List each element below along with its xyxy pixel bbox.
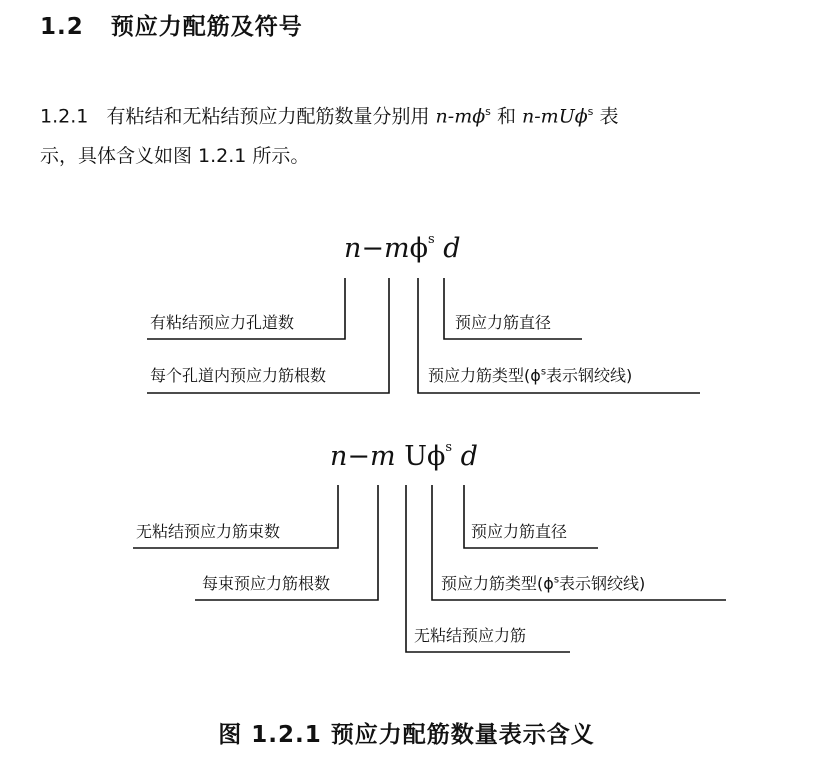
formula-unbonded-sup: s [587, 105, 594, 118]
formula-top-s: s [428, 232, 435, 247]
label-bottom-type-pre: 预应力筋类型(ϕ [441, 574, 554, 593]
label-top-type-sup: s [540, 366, 547, 378]
formula-bottom-s: s [445, 440, 453, 455]
label-bottom-type [441, 571, 645, 594]
label-bottom-bundles: 无粘结预应力筋束数 [136, 522, 281, 541]
label-top-ducts: 有粘结预应力孔道数 [150, 313, 295, 332]
section-number: 1.2 [40, 14, 84, 40]
paragraph-text-after-1: 表 [599, 105, 619, 128]
paragraph-number: 1.2.1 [40, 105, 89, 128]
label-bottom-per-bundle: 每束预应力筋根数 [202, 574, 331, 593]
label-bottom-unbonded: 无粘结预应力筋 [414, 626, 527, 645]
formula-bottom-m: m [370, 441, 396, 472]
formula-top [344, 232, 461, 264]
formula-unbonded: n-mUϕ [522, 105, 588, 128]
formula-top-dash: − [361, 233, 385, 264]
label-top-type [428, 363, 632, 386]
formula-top-phi: ϕ [409, 233, 429, 264]
formula-top-m: m [384, 233, 410, 264]
formula-bonded-sup: s [485, 105, 491, 118]
formula-top-d: d [443, 233, 461, 264]
formula-bottom-n: n [330, 441, 348, 472]
paragraph-conj: 和 [496, 105, 516, 128]
formula-bottom-phi: ϕ [426, 441, 446, 472]
section-title: 预应力配筋及符号 [110, 14, 303, 40]
formula-bottom-u: U [404, 441, 427, 472]
formula-bonded: n-mϕ [435, 105, 486, 128]
formula-top-n: n [344, 233, 362, 264]
label-bottom-type-sup: s [553, 574, 560, 586]
paragraph-text-before: 有粘结和无粘结预应力配筋数量分别用 [106, 105, 430, 128]
formula-bottom-dash: − [347, 441, 371, 472]
paragraph-text-after-2: 示，具体含义如图 1.2.1 所示。 [40, 145, 310, 168]
label-top-diameter: 预应力筋直径 [455, 313, 552, 332]
formula-bottom-d: d [460, 441, 478, 472]
figure-caption: 图 1.2.1 预应力配筋数量表示含义 [218, 722, 595, 748]
label-top-per-duct: 每个孔道内预应力筋根数 [150, 366, 327, 385]
label-bottom-diameter: 预应力筋直径 [471, 522, 568, 541]
label-top-type-pre: 预应力筋类型(ϕ [428, 366, 541, 385]
formula-bottom [330, 440, 478, 472]
label-top-type-post: 表示钢绞线) [546, 366, 633, 385]
label-bottom-type-post: 表示钢绞线) [559, 574, 646, 593]
